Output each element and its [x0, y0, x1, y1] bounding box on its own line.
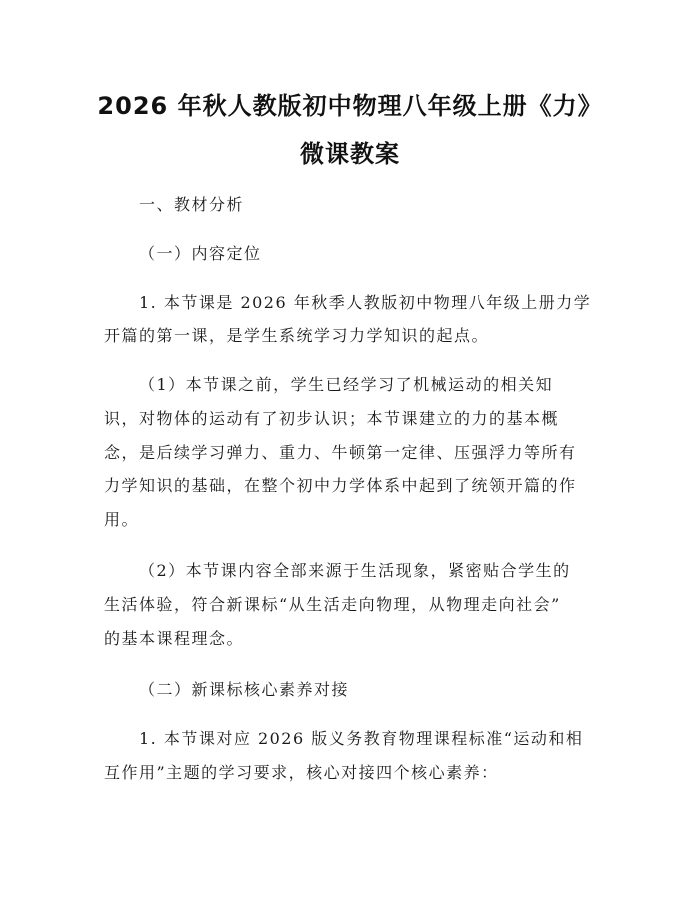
paragraph-2-line-2: 识，对物体的运动有了初步认识；本节课建立的力的基本概 — [104, 409, 560, 428]
document-title-line-1: 2026 年秋人教版初中物理八年级上册《力》 — [97, 92, 603, 120]
paragraph-3-line-2: 生活体验，符合新课标“从生活走向物理，从物理走向社会” — [104, 595, 561, 614]
paragraph-4-line-2: 互作用”主题的学习要求，核心对接四个核心素养： — [104, 763, 499, 782]
section-heading-textbook-analysis: 一、教材分析 — [139, 195, 245, 214]
subsection-heading-content-positioning: （一）内容定位 — [139, 244, 262, 263]
paragraph-3-line-3: 的基本课程理念。 — [104, 629, 245, 648]
paragraph-2-line-4: 力学知识的基础，在整个初中力学体系中起到了统领开篇的作 — [104, 476, 577, 495]
document-title-line-2: 微课教案 — [300, 140, 400, 168]
paragraph-2-line-3: 念，是后续学习弹力、重力、牛顿第一定律、压强浮力等所有 — [104, 443, 577, 462]
paragraph-2-line-5: 用。 — [104, 510, 140, 529]
paragraph-2-line-1: （1）本节课之前，学生已经学习了机械运动的相关知 — [139, 375, 554, 394]
subsection-heading-core-literacy: （二）新课标核心素养对接 — [139, 680, 350, 699]
paragraph-1-line-1: 1. 本节课是 2026 年秋季人教版初中物理八年级上册力学 — [139, 293, 592, 312]
paragraph-4-line-1: 1. 本节课对应 2026 版义务教育物理课程标准“运动和相 — [139, 729, 584, 748]
paragraph-1-line-2: 开篇的第一课，是学生系统学习力学知识的起点。 — [104, 326, 490, 345]
paragraph-3-line-1: （2）本节课内容全部来源于生活现象，紧密贴合学生的 — [139, 561, 571, 580]
